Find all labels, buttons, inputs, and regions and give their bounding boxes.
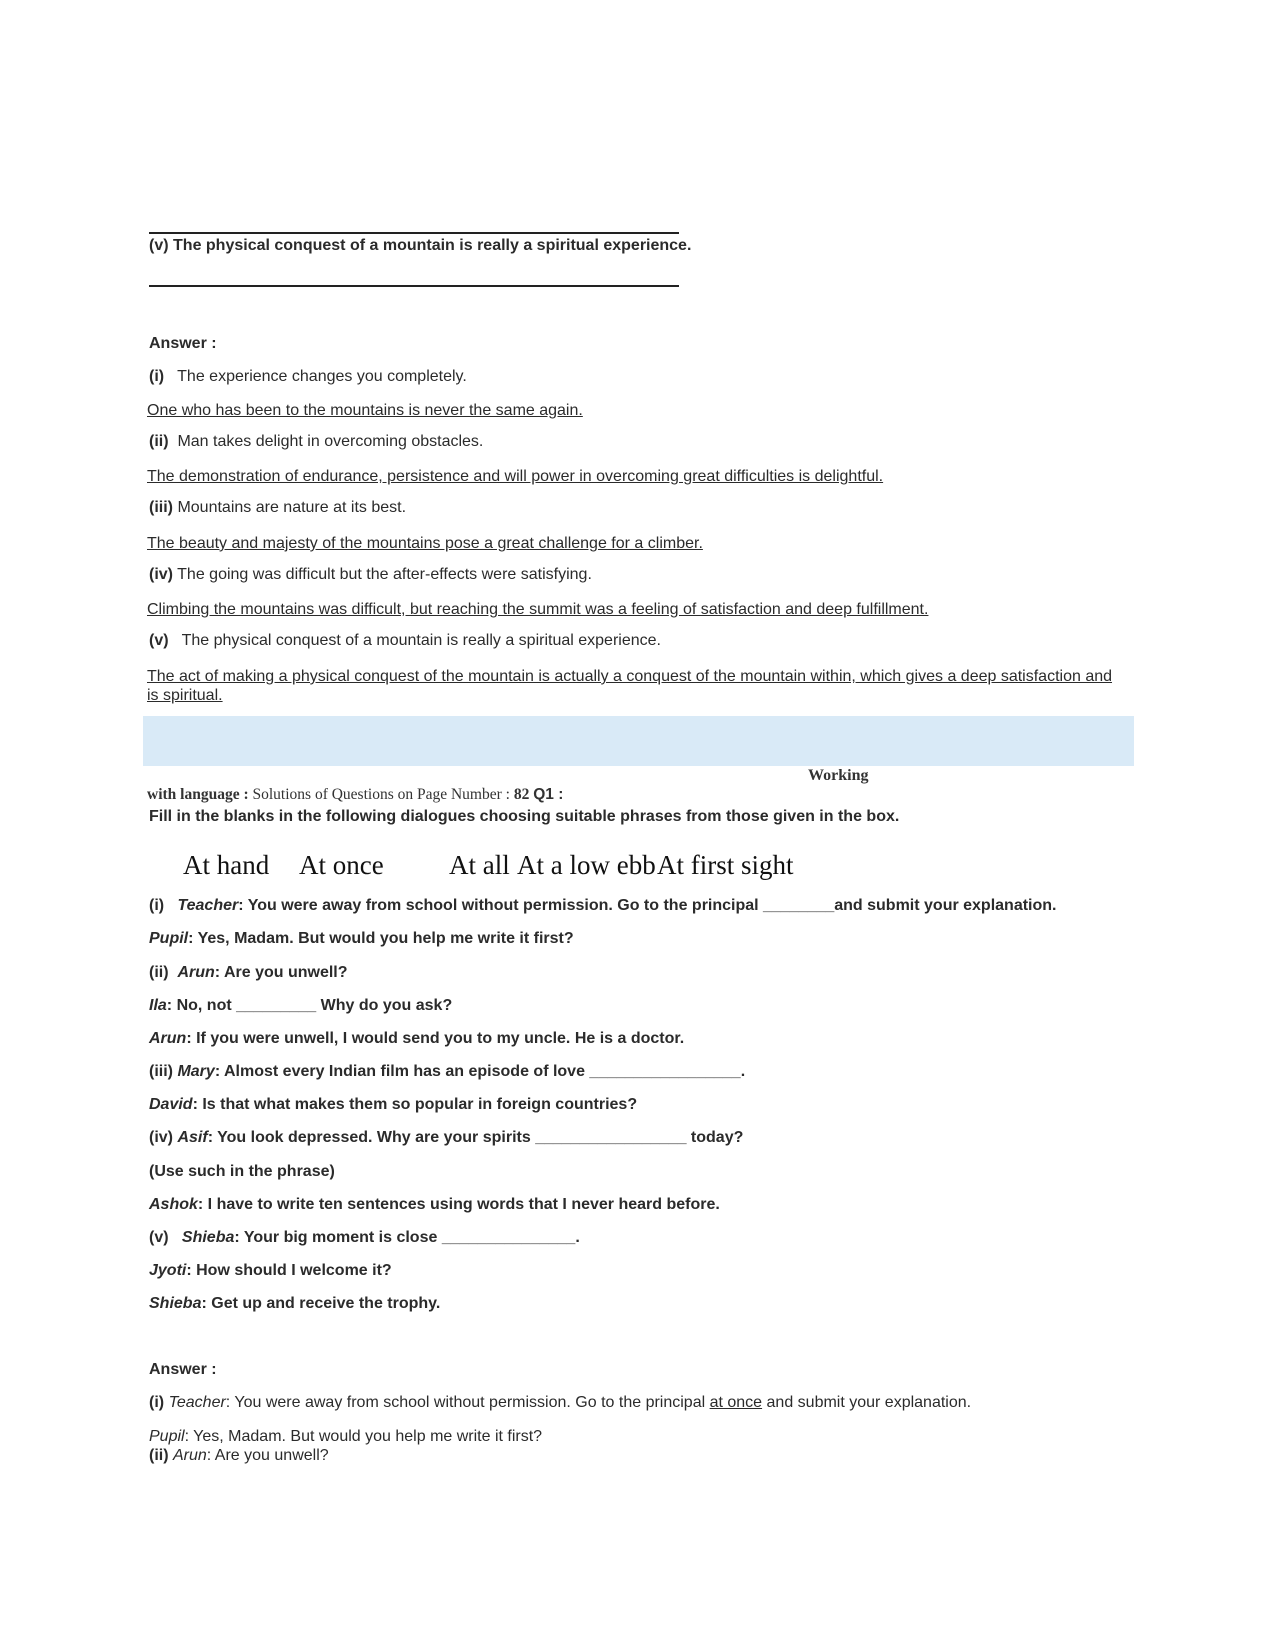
- phrase-2: At once: [299, 850, 384, 880]
- phrase-5: At first sight: [657, 850, 794, 880]
- speaker: Arun: [149, 1030, 187, 1047]
- dialogue-text: : Are you unwell?: [214, 964, 348, 981]
- answer-line: [149, 1394, 971, 1412]
- solutions-text: Solutions of Questions on Page Number :: [252, 786, 510, 803]
- answer-text: : Are you unwell?: [206, 1447, 329, 1464]
- statement-text: Man takes delight in overcoming obstacles.: [177, 433, 484, 450]
- answer-v: The act of making a physical conquest of the mountain is actually a conquest of the mountain within, which gives a deep satisfaction and is spiritual.: [147, 668, 1113, 704]
- dialogue-text: today?: [686, 1129, 744, 1146]
- answer-fill: at once: [709, 1394, 763, 1411]
- phrase-3: At all: [449, 850, 510, 880]
- dialogue-text: : How should I welcome it?: [186, 1262, 392, 1279]
- section-band: [143, 716, 1134, 766]
- answer-label: (i): [149, 1394, 165, 1411]
- speaker: Pupil: [149, 1428, 185, 1445]
- statement-text: The physical conquest of a mountain is really a spiritual experience.: [181, 632, 661, 649]
- speaker: Jyoti: [149, 1262, 187, 1279]
- answer-text: : Yes, Madam. But would you help me write it first?: [184, 1428, 543, 1445]
- dialogue-text: : You look depressed. Why are your spirits: [207, 1129, 536, 1146]
- statement-label: (iv): [149, 566, 173, 583]
- speaker: Mary: [177, 1063, 215, 1080]
- dialogue-text: : I have to write ten sentences using words that I never heard before.: [197, 1196, 720, 1213]
- answer-i: One who has been to the mountains is never the same again.: [147, 402, 583, 419]
- statement-i: [149, 368, 467, 386]
- answer-line: [149, 232, 679, 234]
- dialogue-label: (v): [149, 1229, 169, 1246]
- answer-heading: Answer :: [149, 1361, 217, 1378]
- question-number: Q1 :: [533, 786, 564, 803]
- speaker: Ashok: [149, 1196, 198, 1213]
- dialogue-line: [149, 1295, 440, 1313]
- dialogue-hint: (Use such in the phrase): [149, 1163, 335, 1180]
- question-v: [149, 237, 691, 255]
- blank: _________________: [535, 1129, 687, 1146]
- dialogue-label: (i): [149, 897, 165, 914]
- blank: _________: [236, 997, 317, 1014]
- answer-text: and submit your explanation.: [762, 1394, 972, 1411]
- dialogue-text: .: [740, 1063, 746, 1080]
- statement-iii: [149, 499, 406, 517]
- statement-ii: [149, 433, 483, 451]
- dialogue-text: : Almost every Indian film has an episode of love: [214, 1063, 590, 1080]
- phrase-1: At hand: [183, 850, 270, 880]
- speaker: Asif: [177, 1129, 208, 1146]
- dialogue-line: [149, 1063, 745, 1081]
- speaker: Teacher: [177, 897, 239, 914]
- dialogue-text: : Yes, Madam. But would you help me write it first?: [188, 930, 574, 947]
- statement-text: Mountains are nature at its best.: [177, 499, 407, 516]
- speaker: Shieba: [181, 1229, 235, 1246]
- statement-v: [149, 632, 661, 650]
- section-heading: [147, 786, 563, 804]
- blank: ________: [763, 897, 835, 914]
- answer-ii: The demonstration of endurance, persistence and will power in overcoming great difficulties is delightful.: [147, 468, 884, 485]
- speaker: Pupil: [149, 930, 189, 947]
- dialogue-line: [149, 964, 348, 982]
- speaker: Ila: [149, 997, 167, 1014]
- page-number: 82: [513, 786, 530, 803]
- dialogue-text: .: [575, 1229, 580, 1246]
- speaker: David: [149, 1096, 193, 1113]
- dialogue-line: [149, 1096, 637, 1114]
- answer-line: [149, 1428, 542, 1446]
- with-language: with language :: [147, 786, 249, 803]
- dialogue-label: (iv): [149, 1129, 173, 1146]
- dialogue-line: [149, 1030, 684, 1048]
- answer-label: (ii): [149, 1447, 169, 1464]
- dialogue-label: (ii): [149, 964, 169, 981]
- answer-iv: Climbing the mountains was difficult, but reaching the summit was a feeling of satisfaction and deep fulfillment.: [147, 601, 929, 618]
- statement-label: (v): [149, 632, 169, 649]
- dialogue-line: [149, 897, 1056, 915]
- statement-label: (ii): [149, 433, 169, 450]
- speaker: Shieba: [149, 1295, 202, 1312]
- dialogue-line: [149, 1129, 743, 1147]
- answer-text: : You were away from school without permission. Go to the principal: [225, 1394, 710, 1411]
- statement-label: (iii): [149, 499, 173, 516]
- dialogue-line: [149, 997, 452, 1015]
- speaker: Arun: [173, 1447, 207, 1464]
- dialogue-text: Why do you ask?: [316, 997, 453, 1014]
- question-label: (v): [149, 237, 169, 254]
- answer-heading: Answer :: [149, 335, 217, 352]
- statement-text: The going was difficult but the after-effects were satisfying.: [177, 566, 592, 583]
- dialogue-text: : Is that what makes them so popular in foreign countries?: [192, 1096, 638, 1113]
- statement-text: The experience changes you completely.: [177, 368, 467, 385]
- dialogue-line: [149, 1262, 392, 1280]
- dialogue-text: and submit your explanation.: [834, 897, 1057, 914]
- blank: _________________: [589, 1063, 741, 1080]
- answer-line: [149, 1447, 329, 1465]
- blank: _______________: [441, 1229, 576, 1246]
- dialogue-text: : If you were unwell, I would send you to my uncle. He is a doctor.: [186, 1030, 685, 1047]
- dialogue-text: : Your big moment is close: [234, 1229, 442, 1246]
- section-working: Working: [808, 767, 869, 784]
- dialogue-text: : No, not: [166, 997, 237, 1014]
- statement-iv: [149, 566, 592, 584]
- dialogue-label: (iii): [149, 1063, 173, 1080]
- phrase-4: At a low ebb: [517, 850, 656, 880]
- answer-line: [149, 285, 679, 287]
- question-text: The physical conquest of a mountain is really a spiritual experience.: [173, 237, 692, 254]
- dialogue-text: : You were away from school without permission. Go to the principal: [238, 897, 764, 914]
- speaker: Teacher: [168, 1394, 226, 1411]
- dialogue-text: : Get up and receive the trophy.: [201, 1295, 441, 1312]
- answer-iii: The beauty and majesty of the mountains pose a great challenge for a climber.: [147, 535, 703, 552]
- instruction: Fill in the blanks in the following dialogues choosing suitable phrases from those given in the box.: [149, 808, 900, 825]
- dialogue-line: [149, 1229, 580, 1247]
- speaker: Arun: [177, 964, 215, 981]
- statement-label: (i): [149, 368, 165, 385]
- dialogue-line: [149, 1196, 720, 1214]
- dialogue-line: [149, 930, 574, 948]
